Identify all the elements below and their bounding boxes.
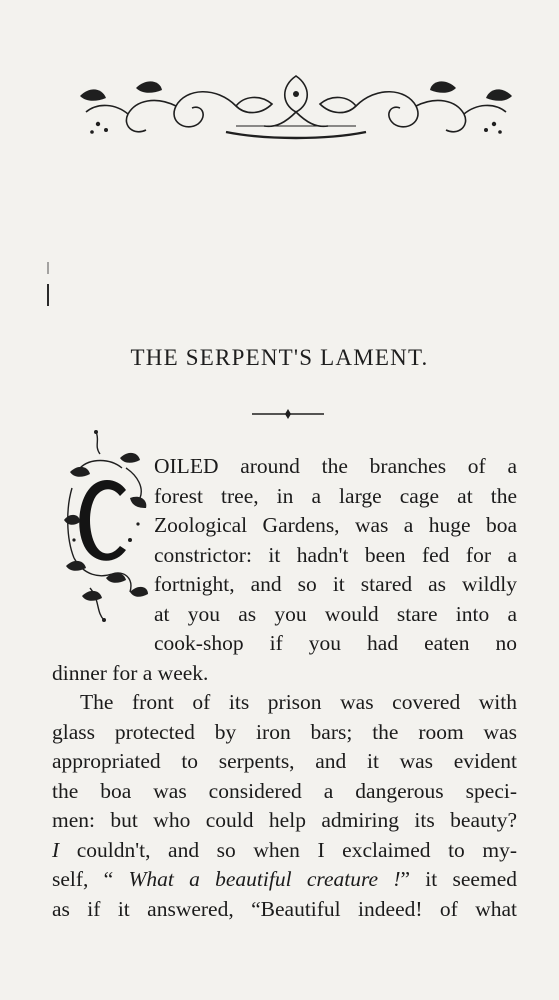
floral-header-ornament-icon <box>76 66 516 144</box>
text-span: couldn't, and so when I exclaimed to my- <box>59 837 517 862</box>
text-line: Zoological Gardens, was a huge boa <box>154 513 517 537</box>
text-line: at you as you would stare into a <box>154 601 517 626</box>
text-line: The front of its prison was covered with <box>80 690 517 714</box>
italic-text: I <box>52 837 60 862</box>
paragraph-1 <box>52 452 517 688</box>
text-line: OILED around the branches of a <box>154 454 517 478</box>
text-line: fortnight, and so it stared as wildly <box>154 572 517 596</box>
paragraph-2 <box>52 688 517 924</box>
text-line <box>52 836 517 866</box>
dagger-rule-icon <box>252 408 324 420</box>
text-line: men: but who could help admiring its beauty? <box>52 808 517 832</box>
text-line: forest tree, in a large cage at the <box>154 483 517 508</box>
text-span: ” it seemed <box>400 867 517 891</box>
text-span: self, “ <box>52 867 129 891</box>
text-line: appropriated to serpents, and it was evident <box>52 749 517 773</box>
margin-mark <box>47 284 49 306</box>
page-title: THE SERPENT'S LAMENT. <box>130 345 429 370</box>
text-line: glass protected by iron bars; the room was <box>52 719 517 744</box>
text-line: the boa was considered a dangerous speci- <box>52 778 517 803</box>
margin-mark <box>47 262 49 274</box>
text-line: constrictor: it hadn't been fed for a <box>154 542 517 567</box>
text-line: as if it answered, “Beautiful indeed! of what <box>52 896 517 921</box>
text-line: dinner for a week. <box>52 660 209 685</box>
text-line: cook-shop if you had eaten no <box>154 631 517 655</box>
article-body <box>52 452 517 924</box>
italic-text: What a beautiful creature ! <box>128 867 401 891</box>
text-line <box>52 865 517 895</box>
